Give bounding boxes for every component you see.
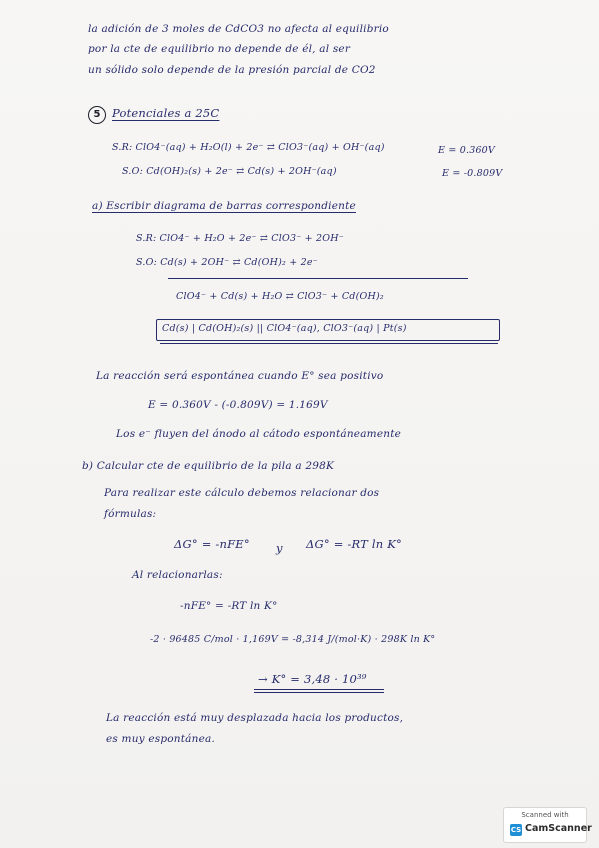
formula-connector: y bbox=[276, 541, 283, 555]
part-a-heading: a) Escribir diagrama de barras correspondiente bbox=[92, 200, 356, 212]
part-b-heading: b) Calcular cte de equilibrio de la pila a 298K bbox=[82, 460, 335, 472]
note-line-2: por la cte de equilibrio no depende de él, al ser bbox=[88, 43, 351, 55]
cell-potential-calc: E = 0.360V - (-0.809V) = 1.169V bbox=[148, 399, 328, 411]
numeric-substitution: -2 · 96485 C/mol · 1,169V = -8,314 J/(mol·K) · 298K ln K° bbox=[150, 634, 436, 645]
part-a-oxidation: S.O: Cd(s) + 2OH⁻ ⇄ Cd(OH)₂ + 2e⁻ bbox=[136, 257, 318, 268]
reduction-potential: E = 0.360V bbox=[438, 145, 495, 156]
note-line-3: un sólido solo depende de la presión parcial de CO2 bbox=[88, 64, 376, 76]
part-b-line-1: Para realizar este cálculo debemos relacionar dos bbox=[104, 487, 380, 499]
conclusion-line-2: es muy espontánea. bbox=[106, 733, 215, 745]
gibbs-formula-2: ΔG° = -RT ln K° bbox=[306, 537, 402, 551]
spontaneity-line-1: La reacción será espontánea cuando E° sea positivo bbox=[96, 370, 384, 382]
camscanner-watermark bbox=[503, 807, 592, 843]
part-b-line-2: fórmulas: bbox=[104, 508, 157, 520]
relate-heading: Al relacionarlas: bbox=[132, 569, 223, 581]
result-underline-2 bbox=[254, 692, 384, 693]
equilibrium-constant-result: → K° = 3,48 · 10³⁹ bbox=[258, 672, 367, 686]
gibbs-formula-1: ΔG° = -nFE° bbox=[174, 537, 250, 551]
camscanner-logo-icon: CS bbox=[510, 826, 522, 834]
sum-rule bbox=[168, 278, 468, 279]
section-title: Potenciales a 25C bbox=[112, 106, 220, 120]
part-a-reduction: S.R: ClO4⁻ + H₂O + 2e⁻ ⇄ ClO3⁻ + 2OH⁻ bbox=[136, 233, 344, 244]
oxidation-potential: E = -0.809V bbox=[442, 168, 503, 179]
watermark-brand: CamScanner bbox=[525, 823, 592, 834]
conclusion-line-1: La reacción está muy desplazada hacia los productos, bbox=[106, 712, 404, 724]
note-line-1: la adición de 3 moles de CdCO3 no afecta al equilibrio bbox=[88, 23, 389, 35]
relate-equation: -nFE° = -RT ln K° bbox=[180, 600, 278, 612]
reduction-half-reaction: S.R: ClO4⁻(aq) + H₂O(l) + 2e⁻ ⇄ ClO3⁻(aq) + OH⁻(aq) bbox=[112, 142, 385, 153]
section-number: 5 bbox=[88, 106, 106, 124]
result-underline-1 bbox=[254, 689, 384, 690]
oxidation-half-reaction: S.O: Cd(OH)₂(s) + 2e⁻ ⇄ Cd(s) + 2OH⁻(aq) bbox=[122, 166, 337, 177]
part-a-overall-reaction: ClO4⁻ + Cd(s) + H₂O ⇄ ClO3⁻ + Cd(OH)₂ bbox=[176, 291, 384, 302]
watermark-caption: Scanned with bbox=[521, 811, 569, 819]
spontaneity-line-2: Los e⁻ fluyen del ánodo al cátodo espontáneamente bbox=[116, 428, 402, 440]
cell-diagram-underline bbox=[160, 343, 498, 344]
cell-diagram: Cd(s) | Cd(OH)₂(s) || ClO4⁻(aq), ClO3⁻(aq) | Pt(s) bbox=[162, 323, 407, 334]
